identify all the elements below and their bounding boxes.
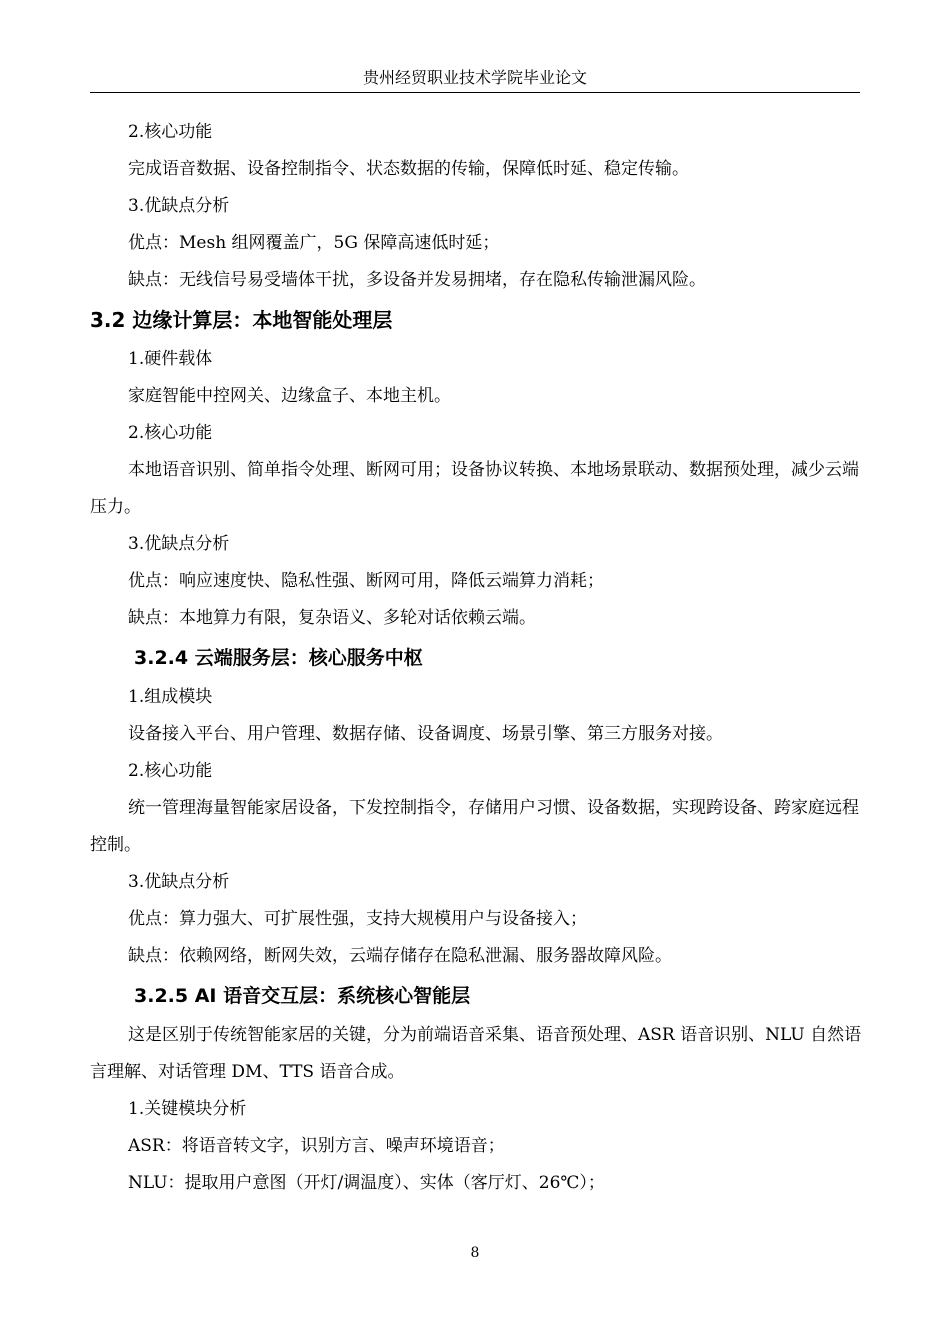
list-label: 1.关键模块分析: [128, 1099, 247, 1119]
list-label: 2.核心功能: [128, 761, 213, 781]
body-paragraph: 优点：算力强大、可扩展性强，支持大规模用户与设备接入；: [128, 909, 587, 929]
body-paragraph: 缺点：无线信号易受墙体干扰，多设备并发易拥堵，存在隐私传输泄漏风险。: [128, 270, 706, 290]
running-header: 贵州经贸职业技术学院毕业论文: [90, 64, 860, 93]
body-paragraph: 这是区别于传统智能家居的关键，分为前端语音采集、语音预处理、ASR 语音识别、NLU 自然语言理解、对话管理 DM、TTS 语音合成。: [90, 1025, 862, 1082]
list-label: 2.核心功能: [128, 122, 213, 142]
list-label: 3.优缺点分析: [128, 872, 230, 892]
body-paragraph: 本地语音识别、简单指令处理、断网可用；设备协议转换、本地场景联动、数据预处理，减少云端压力。: [90, 460, 859, 517]
subsection-heading: 3.2.5 AI 语音交互层：系统核心智能层: [134, 985, 471, 1007]
list-label: 2.核心功能: [128, 423, 213, 443]
body-paragraph: NLU：提取用户意图（开灯/调温度）、实体（客厅灯、26℃）；: [128, 1173, 605, 1193]
body-paragraph: 优点：Mesh 组网覆盖广，5G 保障高速低时延；: [128, 233, 500, 253]
body-paragraph: ASR：将语音转文字，识别方言、噪声环境语音；: [128, 1136, 505, 1156]
section-heading: 3.2 边缘计算层：本地智能处理层: [90, 308, 393, 332]
list-label: 3.优缺点分析: [128, 534, 230, 554]
body-paragraph: 统一管理海量智能家居设备，下发控制指令，存储用户习惯、设备数据，实现跨设备、跨家庭远程控制。: [90, 798, 859, 855]
list-label: 1.组成模块: [128, 687, 213, 707]
list-label: 1.硬件载体: [128, 349, 213, 369]
page-content: [90, 114, 862, 1202]
body-paragraph: 缺点：本地算力有限，复杂语义、多轮对话依赖云端。: [128, 608, 536, 628]
body-paragraph: 完成语音数据、设备控制指令、状态数据的传输，保障低时延、稳定传输。: [128, 159, 689, 179]
body-paragraph: 设备接入平台、用户管理、数据存储、设备调度、场景引擎、第三方服务对接。: [128, 724, 723, 744]
page-number: 8: [470, 1245, 480, 1261]
subsection-heading: 3.2.4 云端服务层：核心服务中枢: [134, 647, 423, 669]
body-paragraph: 优点：响应速度快、隐私性强、断网可用，降低云端算力消耗；: [128, 571, 604, 591]
body-paragraph: 家庭智能中控网关、边缘盒子、本地主机。: [128, 386, 451, 406]
list-label: 3.优缺点分析: [128, 196, 230, 216]
body-paragraph: 缺点：依赖网络，断网失效，云端存储存在隐私泄漏、服务器故障风险。: [128, 946, 672, 966]
